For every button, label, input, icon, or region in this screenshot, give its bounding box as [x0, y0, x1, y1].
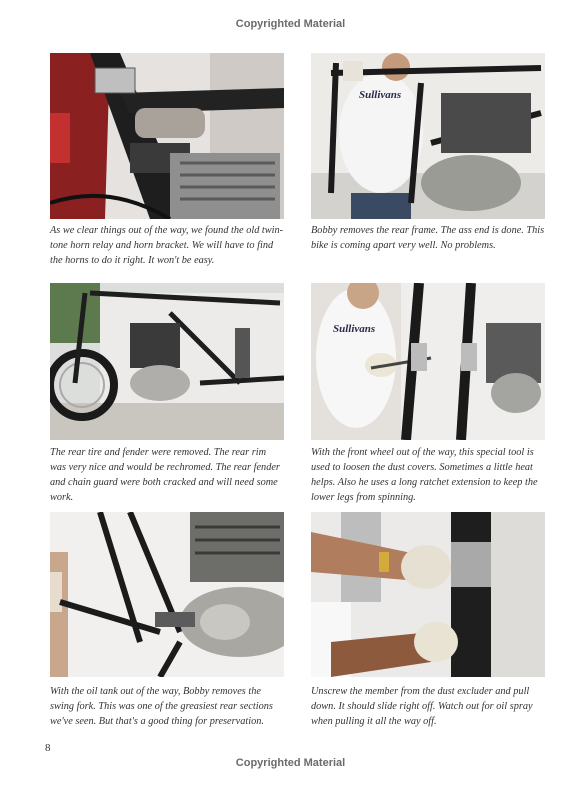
- caption-4: With the front wheel out of the way, this special tool is used to loosen the dust covers. Sometimes a little heat helps. Also he uses a long ratchet extension to keep the lower legs from spinning.: [311, 447, 538, 503]
- photo-dust-excluder: [311, 512, 545, 677]
- shirt-print: Sullivans: [333, 323, 376, 335]
- caption-6: Unscrew the member from the dust excluder and pull down. It should slide right off. Watch out for oil spray when pulling it all the way off.: [311, 686, 533, 727]
- caption-5: With the oil tank out of the way, Bobby removes the swing fork. This was one of the greasiest rear sections we've seen. But that's a good thing for preservation.: [50, 686, 273, 727]
- copyright-header: Copyrighted Material: [235, 18, 346, 30]
- shirt-print: Sullivans: [359, 89, 402, 101]
- copyright-footer: Copyrighted Material: [235, 757, 346, 769]
- photo-horn-relay: [50, 53, 284, 219]
- caption-2: Bobby removes the rear frame. The ass end is done. This bike is coming apart very well. No problems.: [311, 225, 545, 251]
- photo-rear-tire-removed: [50, 283, 284, 440]
- caption-1: As we clear things out of the way, we found the old twin-tone horn relay and horn bracket. We will have to find the horns to do it right. It won't be easy.: [50, 225, 284, 266]
- caption-3: The rear tire and fender were removed. The rear rim was very nice and would be rechromed. The rear fender and chain guard were both cracked and will need some work.: [50, 447, 280, 503]
- photo-rear-frame: [311, 53, 545, 219]
- page-number: 8: [45, 742, 51, 754]
- photo-swing-fork: [50, 512, 284, 677]
- photo-dust-cover-tool: [311, 283, 545, 440]
